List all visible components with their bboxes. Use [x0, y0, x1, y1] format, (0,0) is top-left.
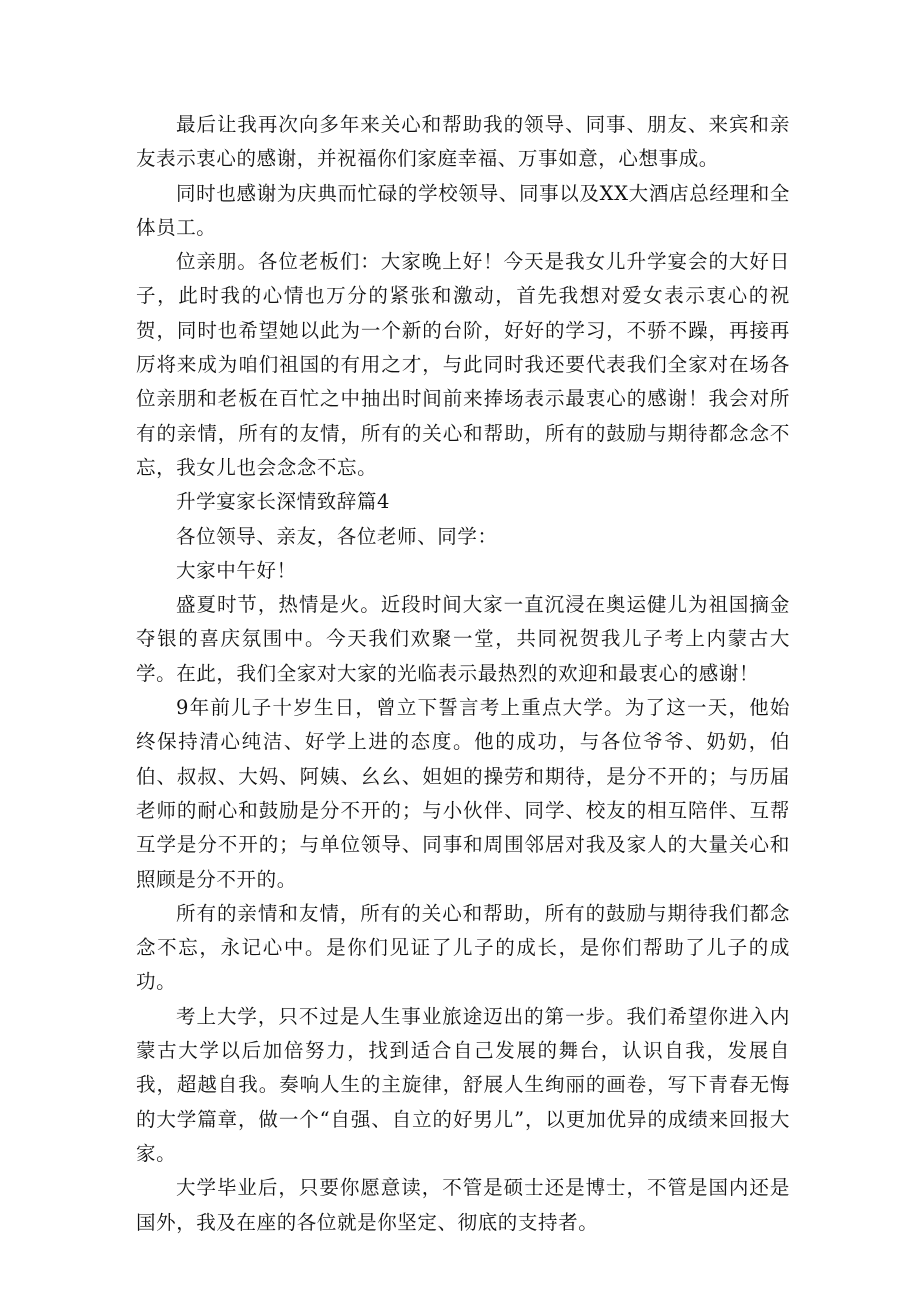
- paragraph-salutation: 各位领导、亲友，各位老师、同学：: [176, 524, 498, 548]
- paragraph-staff-thanks: 同时也感谢为庆典而忙碌的学校领导、同事以及XX大酒店总经理和全体员工。: [136, 181, 790, 239]
- paragraph-son-vow: 9年前儿子十岁生日，曾立下誓言考上重点大学。为了这一天，他始终保持清心纯洁、好学上进的态度。他的成功，与各位爷爷、奶奶，伯伯、叔叔、大妈、阿姨、幺幺、妲妲的操劳和期待，是分不开的；与历届老师的耐心和鼓励是分不开的；与小伙伴、同学、校友的相互陪伴、互帮互学是分不开的；与单位领导、同事和周围邻居对我及家人的大量关心和照顾是分不开的。: [136, 696, 790, 891]
- paragraph-daughter-speech: 位亲朋。各位老板们：大家晚上好！今天是我女儿升学宴会的大好日子，此时我的心情也万分的紧张和激动，首先我想对爱女表示衷心的祝贺，同时也希望她以此为一个新的台阶，好好的学习，不骄不躁，再接再厉将来成为咱们祖国的有用之才，与此同时我还要代表我们全家对在场各位亲朋和老板在百忙之中抽出时间前来捧场表示最衷心的感谢！我会对所有的亲情，所有的友情，所有的关心和帮助，所有的鼓励与期待都念念不忘，我女儿也会念念不忘。: [136, 250, 790, 479]
- section-heading: 升学宴家长深情致辞篇4: [176, 490, 391, 514]
- paragraph-greeting: 大家中午好！: [176, 558, 297, 582]
- paragraph-closing-thanks: 最后让我再次向多年来关心和帮助我的领导、同事、朋友、来宾和亲友表示衷心的感谢，并祝福你们家庭幸福、万事如意，心想事成。: [136, 113, 790, 171]
- paragraph-summer-celebration: 盛夏时节，热情是火。近段时间大家一直沉浸在奥运健儿为祖国摘金夺银的喜庆氛围中。今天我们欢聚一堂，共同祝贺我儿子考上内蒙古大学。在此，我们全家对大家的光临表示最热烈的欢迎和最衷心的感谢！: [136, 593, 790, 685]
- document-body: [136, 108, 790, 1240]
- paragraph-future-support: 大学毕业后，只要你愿意读，不管是硕士还是博士，不管是国内还是国外，我及在座的各位就是你坚定、彻底的支持者。: [136, 1176, 790, 1234]
- paragraph-university-hopes: 考上大学，只不过是人生事业旅途迈出的第一步。我们希望你进入内蒙古大学以后加倍努力，找到适合自己发展的舞台，认识自我，发展自我，超越自我。奏响人生的主旋律，舒展人生绚丽的画卷，写下青春无悔的大学篇章，做一个“自强、自立的好男儿”，以更加优异的成绩来回报大家。: [136, 1004, 790, 1165]
- paragraph-gratitude: 所有的亲情和友情，所有的关心和帮助，所有的鼓励与期待我们都念念不忘，永记心中。是你们见证了儿子的成长，是你们帮助了儿子的成功。: [136, 901, 790, 994]
